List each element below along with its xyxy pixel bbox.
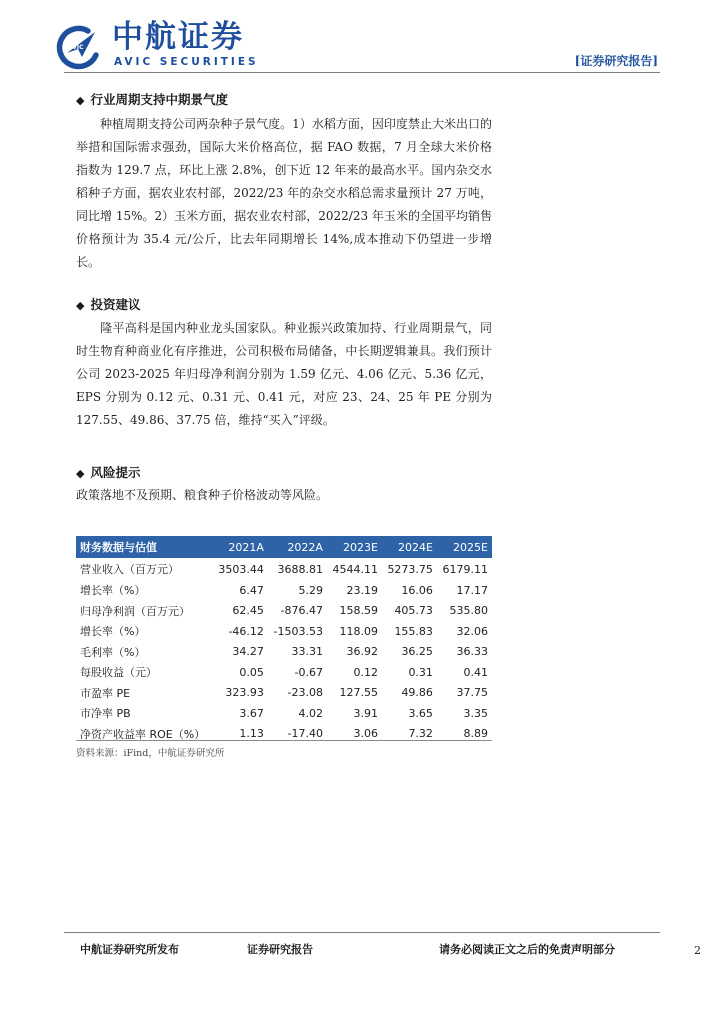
table-cell: 127.55 bbox=[339, 686, 378, 700]
table-cell: 32.06 bbox=[456, 624, 488, 638]
row-label: 市净率 PB bbox=[80, 707, 131, 721]
row-label: 每股收益（元） bbox=[80, 666, 157, 680]
table-source-note: 资料来源：iFind，中航证券研究所 bbox=[76, 748, 225, 759]
table-row bbox=[76, 558, 492, 580]
diamond-bullet-icon: ◆ bbox=[76, 467, 85, 480]
table-cell: 3688.81 bbox=[277, 562, 323, 576]
table-cell: 62.45 bbox=[232, 604, 264, 618]
table-cell: 5273.75 bbox=[387, 562, 433, 576]
table-cell: 16.06 bbox=[401, 583, 433, 597]
table-cell: 0.12 bbox=[353, 665, 378, 679]
table-header-cell: 2023E bbox=[327, 536, 382, 558]
diamond-bullet-icon: ◆ bbox=[76, 94, 85, 107]
page-number: 2 bbox=[694, 944, 701, 957]
table-row bbox=[76, 662, 492, 683]
table-cell: 3.35 bbox=[463, 706, 488, 720]
row-label: 营业收入（百万元） bbox=[80, 563, 179, 576]
table-cell: 3503.44 bbox=[218, 562, 264, 576]
table-cell: 37.75 bbox=[456, 686, 488, 700]
avic-logo-icon bbox=[55, 22, 103, 70]
footer-disclaimer-link[interactable]: 请务必阅读正文之后的免责声明部分 bbox=[439, 943, 615, 956]
table-cell: 23.19 bbox=[346, 583, 378, 597]
table-cell: 36.33 bbox=[456, 645, 488, 659]
logo-badge-text: AVIC bbox=[68, 44, 84, 51]
table-header-cell: 2022A bbox=[268, 536, 327, 558]
table-cell: 8.89 bbox=[463, 727, 488, 741]
footer-publisher: 中航证券研究所发布 bbox=[80, 943, 179, 956]
row-label: 毛利率（%） bbox=[80, 645, 146, 659]
section-title-industry-cycle: ◆ 行业周期支持中期景气度 bbox=[76, 92, 228, 107]
logo-text-cn: 中航证券 bbox=[112, 19, 244, 55]
table-cell: 155.83 bbox=[394, 624, 433, 638]
table-cell: 3.06 bbox=[353, 727, 378, 741]
table-cell: 405.73 bbox=[394, 604, 433, 618]
table-cell: 1.13 bbox=[239, 727, 264, 741]
section-body-industry-cycle: 种植周期支持公司两杂种子景气度。1）水稻方面，因印度禁止大米出口的举措和国际需求强劲，国际大米价格高位，据 FAO 数据，7 月全球大米价格指数为 129.7 点，环比上涨 2.8%，创下近 12 年来的最高水平。国内杂交水稻种子方面，据农业农村部，2022/23 年的杂交水稻总需求量预计 27 万吨，同比增 15%。2）玉米方面，据农业农村部，2022/23 年玉米的全国平均销售价格预计为 35.4 元/公斤，比去年同期增长 14%,成本推动下仍望进一步增长。 bbox=[76, 117, 492, 269]
table-cell: 6179.11 bbox=[442, 562, 488, 576]
table-cell: 5.29 bbox=[298, 583, 323, 597]
footer-divider bbox=[64, 932, 660, 933]
table-cell: -46.12 bbox=[228, 624, 264, 638]
table-cell: 36.92 bbox=[346, 645, 378, 659]
table-header-cell: 2025E bbox=[437, 536, 492, 558]
report-header bbox=[0, 0, 724, 80]
table-cell: 535.80 bbox=[449, 604, 488, 618]
row-label: 归母净利润（百万元） bbox=[80, 604, 190, 618]
table-cell: -17.40 bbox=[287, 727, 323, 741]
table-cell: 118.09 bbox=[339, 624, 378, 638]
table-header-cell: 2021A bbox=[213, 536, 268, 558]
logo-text-en: AVIC SECURITIES bbox=[114, 56, 259, 68]
row-label: 净资产收益率 ROE（%） bbox=[80, 727, 206, 741]
table-cell: 4.02 bbox=[298, 706, 323, 720]
table-cell: 0.41 bbox=[463, 665, 488, 679]
table-row bbox=[76, 703, 492, 724]
table-row bbox=[76, 601, 492, 622]
footer-doc-type: 证券研究报告 bbox=[247, 943, 313, 956]
table-cell: 49.86 bbox=[401, 686, 433, 700]
table-cell: 17.17 bbox=[456, 583, 488, 597]
row-label: 市盈率 PE bbox=[80, 686, 131, 700]
header-divider bbox=[64, 72, 660, 73]
row-label: 增长率（%） bbox=[80, 625, 146, 639]
table-cell: 3.65 bbox=[408, 706, 433, 720]
section-body-risk: 政策落地不及预期、粮食种子价格波动等风险。 bbox=[76, 488, 329, 502]
table-cell: -876.47 bbox=[280, 604, 323, 618]
table-cell: 7.32 bbox=[408, 727, 433, 741]
table-cell: 36.25 bbox=[401, 645, 433, 659]
table-cell: -23.08 bbox=[287, 686, 323, 700]
table-cell: 323.93 bbox=[225, 686, 264, 700]
table-cell: 0.05 bbox=[239, 665, 264, 679]
row-label: 增长率（%） bbox=[80, 584, 146, 598]
table-cell: 4544.11 bbox=[332, 562, 378, 576]
table-header-row bbox=[76, 536, 492, 558]
table-row bbox=[76, 621, 492, 642]
section-body-investment: 隆平高科是国内种业龙头国家队。种业振兴政策加持、行业周期景气，同时生物育种商业化有序推进，公司积极布局储备，中长期逻辑兼具。我们预计公司 2023-2025 年归母净利润分别为 1.59 亿元、4.06 亿元、5.36 亿元，EPS 分别为 0.12 元、0.31 元、0.41 元，对应 23、24、25 年 PE 分别为 127.55、49.86、37.75 倍，维持“买入”评级。 bbox=[76, 321, 492, 427]
table-cell: -1503.53 bbox=[273, 624, 323, 638]
table-row bbox=[76, 642, 492, 663]
table-row bbox=[76, 580, 492, 601]
table-header-cell: 财务数据与估值 bbox=[76, 536, 213, 558]
table-cell: 3.91 bbox=[353, 706, 378, 720]
table-bottom-rule bbox=[76, 740, 492, 741]
table-header-cell: 2024E bbox=[382, 536, 437, 558]
table-cell: 3.67 bbox=[239, 706, 264, 720]
section-title-risk: ◆ 风险提示 bbox=[76, 465, 141, 480]
table-cell: 6.47 bbox=[239, 583, 264, 597]
doc-type-label: [证券研究报告] bbox=[574, 54, 658, 68]
table-cell: 0.31 bbox=[408, 665, 433, 679]
table-cell: 34.27 bbox=[232, 645, 264, 659]
diamond-bullet-icon: ◆ bbox=[76, 299, 85, 312]
table-cell: -0.67 bbox=[294, 665, 323, 679]
financial-table bbox=[76, 536, 492, 744]
table-cell: 33.31 bbox=[291, 645, 323, 659]
table-row bbox=[76, 683, 492, 704]
section-title-investment: ◆ 投资建议 bbox=[76, 297, 141, 312]
table-cell: 158.59 bbox=[339, 604, 378, 618]
